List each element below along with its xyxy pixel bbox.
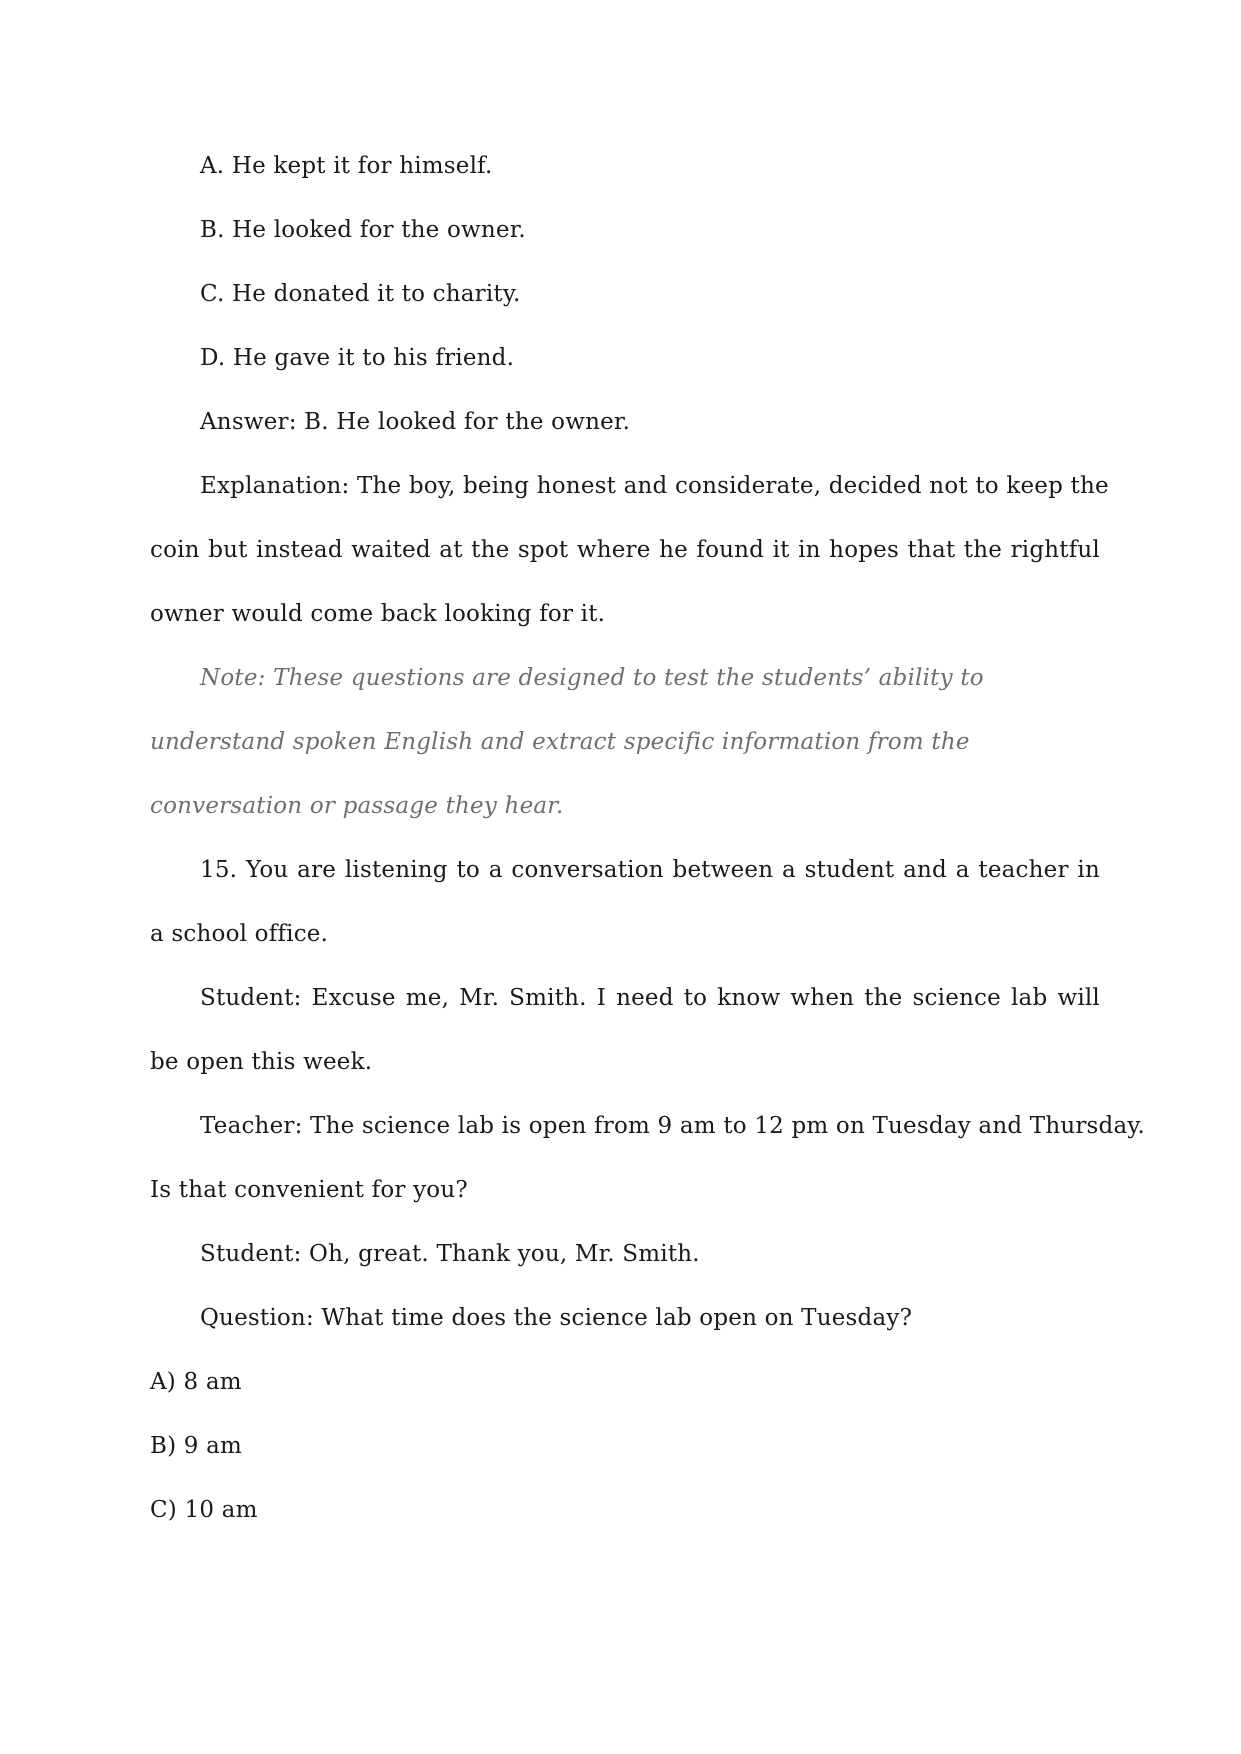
explanation-line-2: coin but instead waited at the spot where he found it in hopes that the rightful — [150, 537, 1100, 563]
explanation-line-1: Explanation: The boy, being honest and considerate, decided not to keep the — [200, 473, 1109, 499]
question-15-intro-line-2: a school office. — [150, 921, 329, 947]
student-reply: Student: Oh, great. Thank you, Mr. Smith. — [200, 1241, 700, 1267]
teacher-line-2: Is that convenient for you? — [150, 1177, 468, 1203]
option-d: D. He gave it to his friend. — [200, 345, 515, 371]
choice-b: B) 9 am — [150, 1433, 243, 1459]
note-line-1: Note: These questions are designed to test the students’ ability to — [200, 665, 984, 691]
answer: Answer: B. He looked for the owner. — [200, 409, 631, 435]
choice-c: C) 10 am — [150, 1497, 258, 1523]
option-a: A. He kept it for himself. — [200, 153, 493, 179]
explanation-line-3: owner would come back looking for it. — [150, 601, 606, 627]
note-line-3: conversation or passage they hear. — [150, 793, 564, 819]
student-line-2: be open this week. — [150, 1049, 373, 1075]
student-line-1: Student: Excuse me, Mr. Smith. I need to know when the science lab will — [200, 985, 1100, 1011]
note-line-2: understand spoken English and extract specific information from the — [150, 729, 970, 755]
choice-a: A) 8 am — [150, 1369, 242, 1395]
question-text: Question: What time does the science lab open on Tuesday? — [200, 1305, 913, 1331]
teacher-line-1: Teacher: The science lab is open from 9 am to 12 pm on Tuesday and Thursday. — [200, 1113, 1146, 1139]
option-c: C. He donated it to charity. — [200, 281, 521, 307]
option-b: B. He looked for the owner. — [200, 217, 526, 243]
question-15-intro-line-1: 15. You are listening to a conversation between a student and a teacher in — [200, 857, 1100, 883]
